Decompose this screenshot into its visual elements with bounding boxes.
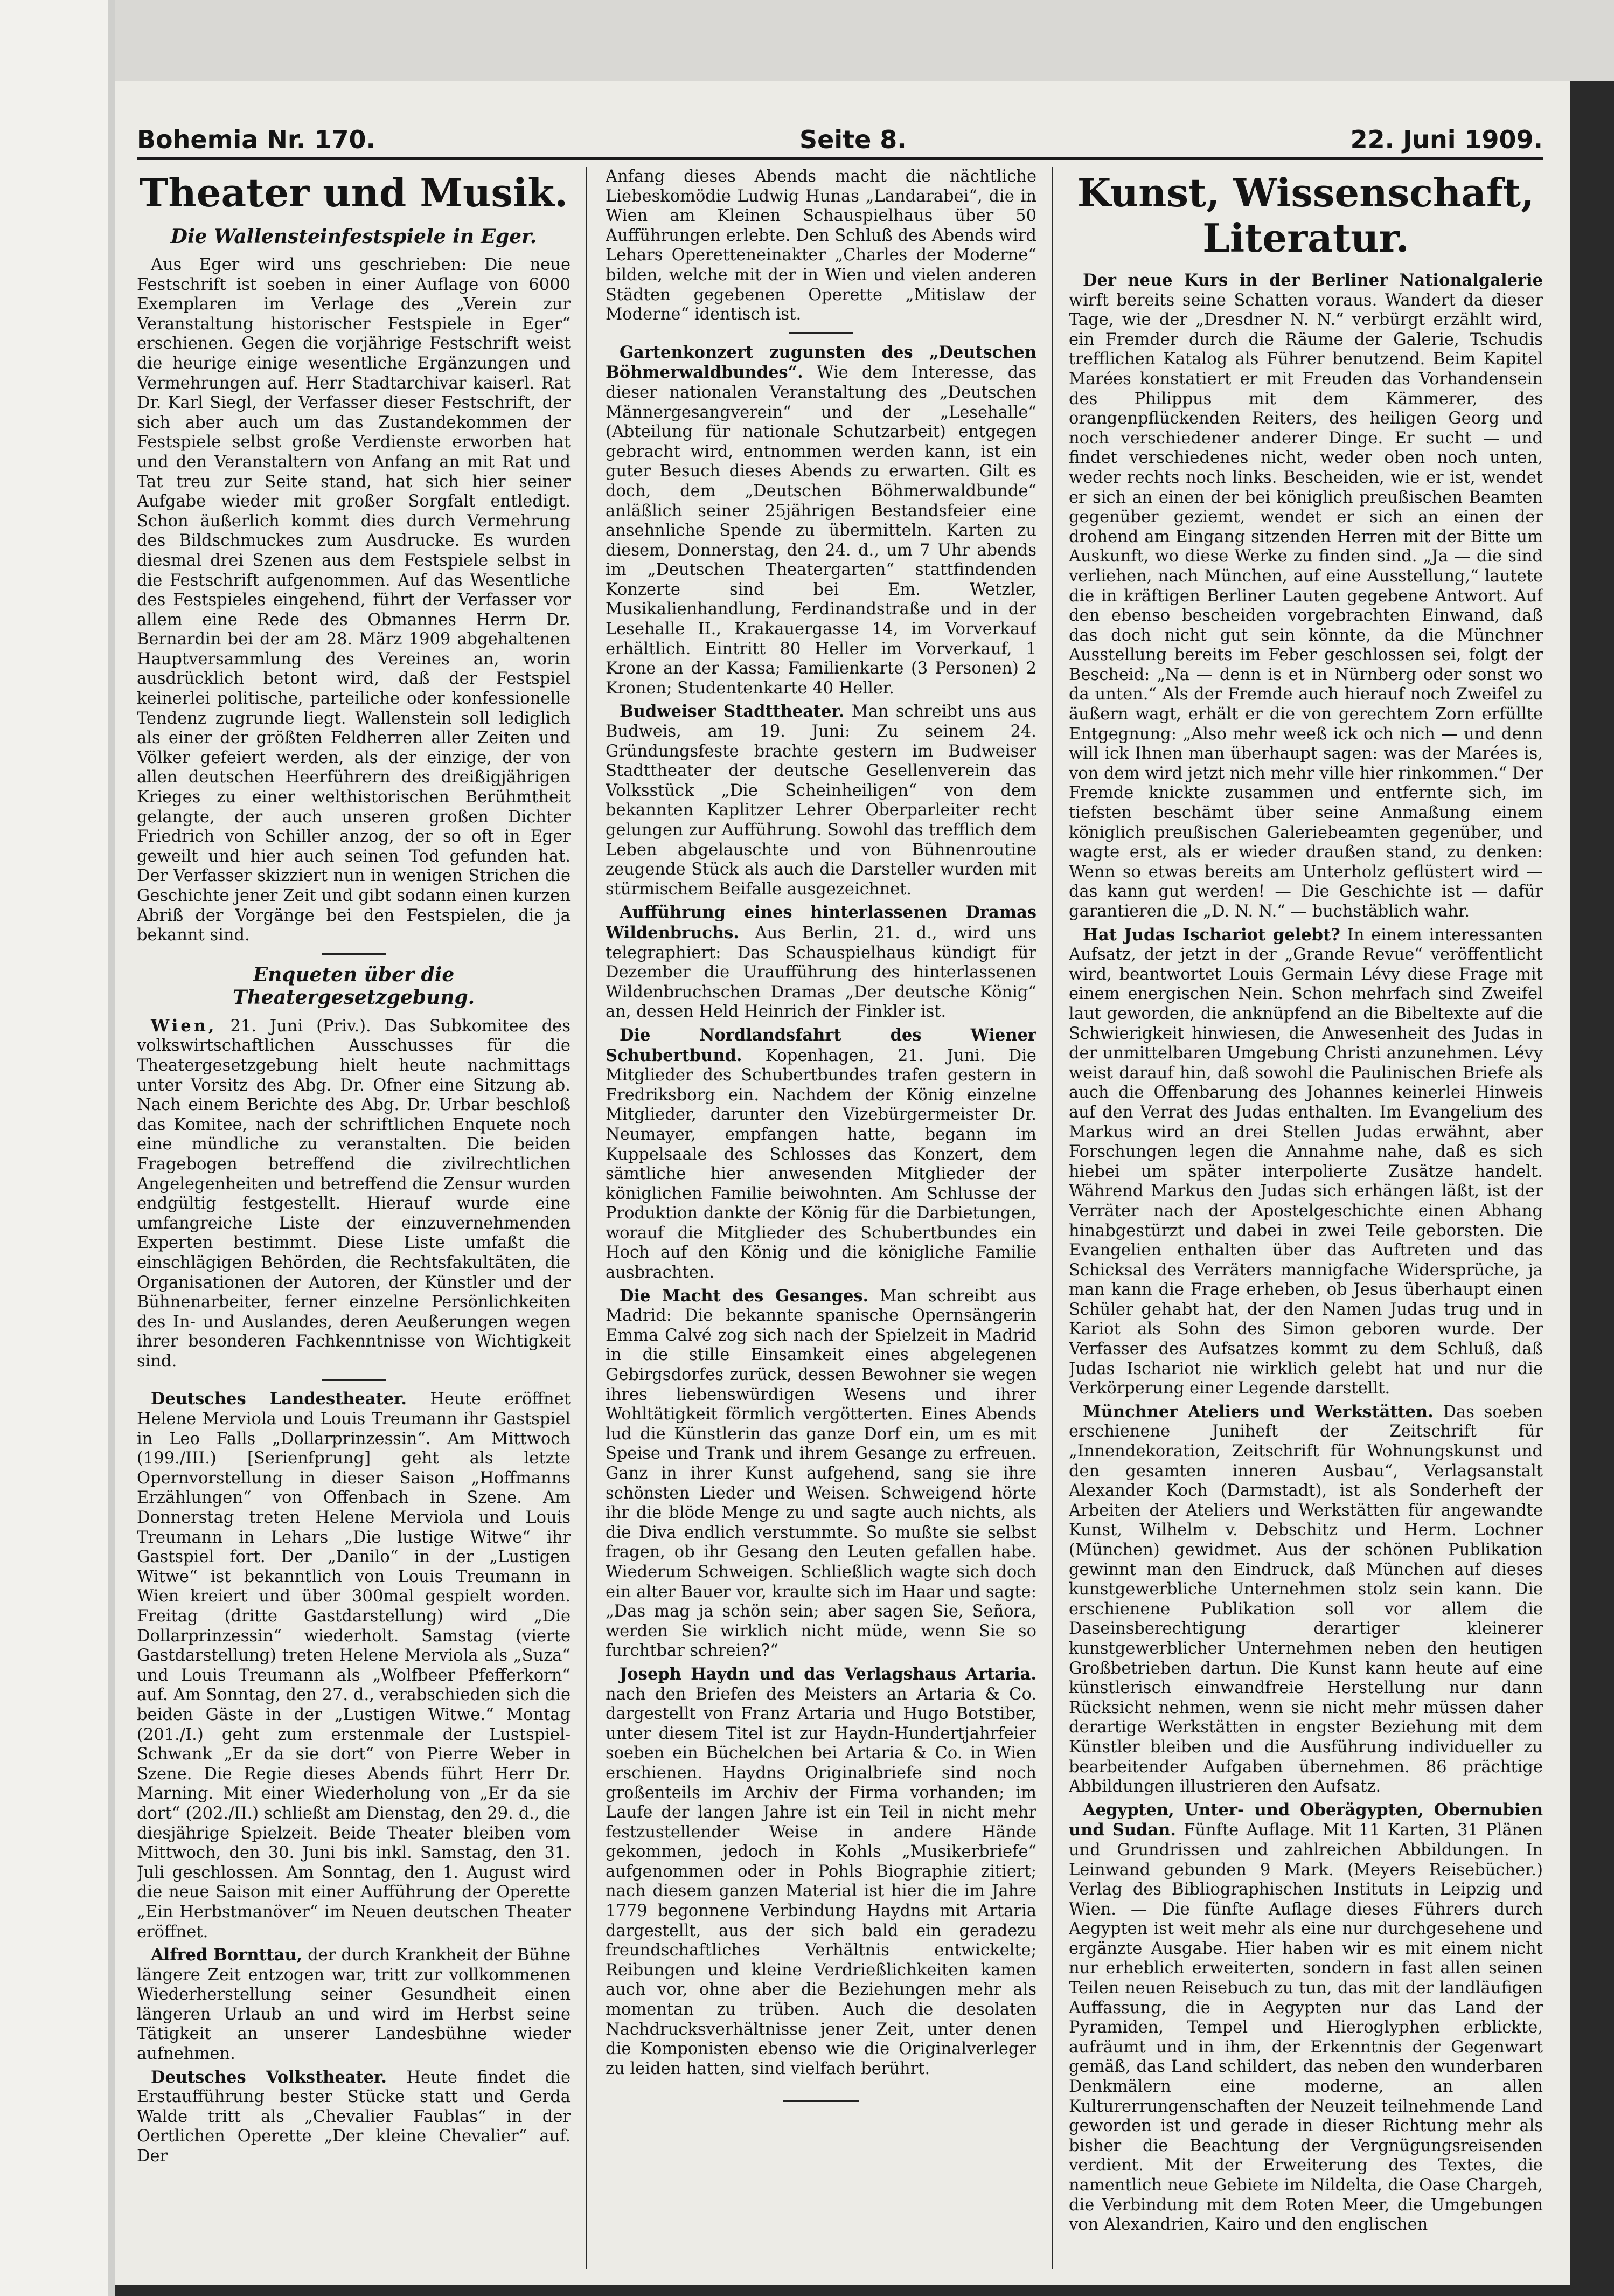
article-ateliers	[1069, 1402, 1543, 1797]
article-bornttau	[137, 1945, 571, 2064]
article-body-wildenbruch: Aus Berlin, 21. d., wird uns telegraphiert: Das Schauspielhaus kündigt für Dezember die Uraufführung des hinterlassenen Wildenbruchschen Dramas „Der deutsche König“ an, dessen Held Heinrich der Finkler ist.	[606, 923, 1036, 1022]
article-lead-nationalgalerie: Der neue Kurs in der Berliner Nationalgalerie	[1083, 270, 1543, 290]
article-body-landestheater: Heute eröffnet Helene Merviola und Louis Treumann ihr Gastspiel in Leo Falls „Dollarprinzessin“. Am Mittwoch (199./III.) [Serienfprung] geht als letzte Opernvorstellung in dieser Saison „Hoffmanns Erzählungen“ von Offenbach in Szene. Am Donnerstag treten Helene Merviola und Louis Treumann in Lehars „Die lustige Witwe“ ihr Gastspiel fort. Der „Danilo“ in der „Lustigen Witwe“ ist bekanntlich von Louis Treumann in Wien kreiert und über 300mal gespielt worden. Freitag (dritte Gastdarstellung) wird „Die Dollarprinzessin“ wiederholt. Samstag (vierte Gastdarstellung) treten Helene Merviola als „Suza“ und Louis Treumann als „Wolfbeer Pfefferkorn“ auf. Am Sonntag, den 27. d., verabschieden sich die beiden Gäste in der „Lustigen Witwe.“ Montag (201./I.) geht zum erstenmale der Lustspiel-Schwank „Er da sie dort“ von Pierre Weber in Szene. Die Regie dieses Abends führt Herr Dr. Marning. Mit einer Wiederholung von „Er da sie dort“ (202./II.) schließt am Dienstag, den 29. d., die diesjährige Spielzeit. Beide Theater bleiben vom Mittwoch, den 30. Juni bis inkl. Samstag, den 31. Juli geschlossen. Am Sonntag, den 1. August wird die neue Saison mit einer Aufführung der Operette „Ein Herbstmanöver“ im Neuen deutschen Theater eröffnet.	[137, 1390, 571, 1941]
page-number: Seite 8.	[799, 125, 907, 154]
article-enqueten	[137, 1016, 571, 1372]
section-title-theater: Theater und Musik.	[139, 170, 568, 216]
paper-name-issue: Bohemia Nr. 170.	[137, 125, 375, 154]
article-lead-gesang: Die Macht des Gesanges.	[620, 1286, 869, 1306]
issue-date: 22. Juni 1909.	[1350, 125, 1543, 154]
article-lead-ateliers: Münchner Ateliers und Werkstätten.	[1083, 1402, 1434, 1421]
article-body-continued: Anfang dieses Abends macht die nächtliche Liebeskomödie Ludwig Hunas „Landarabei“, die in Wien am Kleinen Schauspielhaus über 50 Aufführungen erlebte. Den Schluß des Abends wird Lehars Operetteneinakter „Charles der Moderne“ bilden, welche mit der in Wien und vielen anderen Städten gegebenen Operette „Mitislaw der Moderne“ identisch ist.	[606, 167, 1036, 324]
section-title-kunst: Kunst, Wissenschaft, Literatur.	[1077, 170, 1535, 261]
article-lead-bornttau: Alfred Bornttau,	[151, 1945, 303, 1965]
article-body-ateliers: Das soeben erschienene Juniheft der Zeitschrift für „Innendekoration, Zeitschrift für Wohnungskunst und den gesamten inneren Ausbau“, Verlagsanstalt Alexander Koch (Darmstadt), ist als Sonderheft der Arbeiten der Ateliers und Werkstätten für angewandte Kunst, Wilhelm v. Debschitz und Herm. Lochner (München) gewidmet. Aus der schönen Publikation gewinnt man den Eindruck, daß München auf dieses kunstgewerbliche Unternehmen stolz sein kann. Die erschienene Publikation soll vor allem die Daseinsberechtigung derartiger kleinerer kunstgewerblicher Unternehmen neben den heutigen Großbetrieben dartun. Die Kunst kann heute auf eine künstlerisch einwandfreie Herstellung nur dann Rücksicht nehmen, wenn sie nicht mehr müssen daher derartige Werkstätten in engster Beziehung mit dem Künstler bleiben und die Ausführung individueller zu bearbeitender Aufgaben übernehmen. 86 prächtige Abbildungen illustrieren den Aufsatz.	[1069, 1402, 1543, 1796]
article-body-schubertbund: Kopenhagen, 21. Juni. Die Mitglieder des Schubertbundes trafen gestern in Fredriksborg ein. Nachdem der König einzelne Mitglieder, darunter den Vizebürgermeister Dr. Neumayer, empfangen hatte, begann im Kuppelsaale des Schlosses das Konzert, dem sämtliche hier anwesenden Mitglieder der königlichen Familie beiwohnten. Am Schlusse der Produktion dankte der König für die Darbietungen, worauf die Mitglieder des Schubertbundes ein Hoch auf den König und die königliche Familie ausbrachten.	[606, 1046, 1036, 1282]
article-body-budweis: Man schreibt uns aus Budweis, am 19. Juni: Zu seinem 24. Gründungsfeste brachte gestern im Budweiser Stadttheater der deutsche Gesellenverein das Volksstück „Die Scheinheiligen“ von dem bekannten Kaplitzer Lehrer Oberparleiter recht gelungen zur Aufführung. Sowohl das trefflich dem Leben abgelauschte und von Bühnenroutine zeugende Stück als auch die Darsteller wurden mit stürmischem Beifalle ausgezeichnet.	[606, 702, 1036, 899]
column-end-separator	[783, 2100, 859, 2102]
article-wildenbruch	[606, 903, 1036, 1022]
article-body-gartenkonzert: Wie dem Interesse, das dieser nationalen Veranstaltung des „Deutschen Männergesangverein“ und der „Lesehalle“ (Abteilung für nationale Schutzarbeit) entgegen gebracht wird, entnommen werden kann, ist ein guter Besuch dieses Abends zu erwarten. Gilt es doch, dem „Deutschen Böhmerwaldbunde“ anläßlich seiner 25jährigen Bestandsfeier eine ansehnliche Spende zu übermitteln. Karten zu diesem, Donnerstag, den 24. d., um 7 Uhr abends im „Deutschen Theatergarten“ stattfindenden Konzerte sind bei Em. Wetzler, Musikalienhandlung, Ferdinandstraße und in der Lesehalle II., Krakauergasse 14, im Vorverkauf erhältlich. Eintritt 80 Heller im Vorverkauf, 1 Krone an der Kassa; Familienkarte (3 Personen) 2 Kronen; Studentenkarte 40 Heller.	[606, 363, 1036, 698]
article-aegypten	[1069, 1800, 1543, 2235]
page-header	[137, 125, 1543, 168]
article-lead-enqueten: Wien,	[151, 1016, 217, 1036]
article-separator	[322, 1379, 386, 1381]
article-body-judas: In einem interessanten Aufsatz, der jetzt in der „Grande Revue“ veröffentlicht wird, beantwortet Louis Germain Lévy diese Frage mit einem energischen Nein. Schon mehrfach sind Zweifel laut geworden, die anknüpfend an die Bibeltexte auf die Schwierigkeit hinwiesen, die Anwesenheit des Judas in der unmittelbaren Umgebung Christi anzunehmen. Lévy weist darauf hin, daß sowohl die Paulinischen Briefe als auch die Offenbarung des Johannes keinerlei Hinweis auf den Verrat des Judas enthalten. Im Evangelium des Markus wird an drei Stellen Judas erwähnt, aber Forschungen legen die Annahme nahe, daß es sich hiebei um später interpolierte Zusätze handelt. Während Markus den Judas sich erhängen läßt, ist der Verräter nach der Apostelgeschichte einen Abhang hinabgestürzt und dabei in zwei Teile geborsten. Die Evangelien enthalten über das Auftreten und das Schicksal des Verräters mannigfache Widersprüche, ja man kann die Frage erheben, ob Jesus überhaupt einen Schüler gehabt hat, der den Namen Judas trug und in Kariot als Sohn des Simon geboren wurde. Der Verfasser des Aufsatzes kommt zu dem Schluß, daß Judas Ischariot nie wirklich gelebt hat und nur die Verkörperung einer Legende darstellt.	[1069, 925, 1543, 1398]
article-schubertbund	[606, 1025, 1036, 1283]
article-body-enqueten: 21. Juni (Priv.). Das Subkomitee des volkswirtschaftlichen Ausschusses für die Theatergesetzgebung hielt heute nachmittags unter Vorsitz des Abg. Dr. Ofner eine Sitzung ab. Nach einem Berichte des Abg. Dr. Urbar beschloß das Komitee, nach der schriftlichen Enquete noch eine mündliche zu veranstalten. Die beiden Fragebogen betreffend die zivilrechtlichen Angelegenheiten und betreffend die Zensur wurden endgültig festgestellt. Hierauf wurde eine umfangreiche Liste der einzuvernehmenden Experten bestimmt. Diese Liste umfaßt die einschlägigen Behörden, die Rechtsfakultäten, die Organisationen der Autoren, der Künstler und der Bühnenarbeiter, ferner einzelne Persönlichkeiten des In- und Auslandes, deren Aeußerungen wegen ihrer besonderen Fachkenntnisse von Wichtigkeit sind.	[137, 1016, 571, 1371]
article-lead-landestheater: Deutsches Landestheater.	[151, 1389, 407, 1409]
article-lead-schubertbund: Die Nordlandsfahrt des Wiener Schubertbund.	[606, 1025, 1036, 1065]
article-body-haydn: nach den Briefen des Meisters an Artaria & Co. dargestellt von Franz Artaria und Hugo Botstiber, unter diesem Titel ist zur Haydn-Hundertjahrfeier soeben ein Büchelchen bei Artaria & Co. in Wien erschienen. Haydns Originalbriefe sind noch großenteils im Archiv der Firma vorhanden; im Laufe der langen Jahre ist ein Teil in nicht mehr festzustellender Weise in andere Hände gekommen, jedoch in Kohls „Musikerbriefe“ aufgenommen oder in Pohls Biographie zitiert; nach diesem ganzen Material ist hier die im Jahre 1779 begonnene Verbindung Haydns mit Artaria dargestellt, aus der sich bald ein geradezu freundschaftliches Verhältnis entwickelte; Reibungen und kleine Verdrießlichkeiten kamen auch vor, ohne aber die Beziehungen mehr als momentan zu trüben. Auch die desolaten Nachdrucksverhältnisse jener Zeit, unter denen die Komponisten ebenso wie die Originalverleger zu leiden hatten, sind vielfach berührt.	[606, 1684, 1036, 2078]
article-haydn	[606, 1664, 1036, 2079]
column-theater	[137, 167, 571, 2269]
article-lead-haydn: Joseph Haydn und das Verlagshaus Artaria.	[620, 1664, 1036, 1684]
article-body-wallenstein: Aus Eger wird uns geschrieben: Die neue Festschrift ist soeben in einer Auflage von 6000 Exemplaren im Verlage des „Verein zur Veranstaltung historischer Festspiele in Eger“ erschienen. Gegen die vorjährige Festschrift weist die heurige einige wesentliche Ergänzungen und Vermehrungen auf. Herr Stadtarchivar kaiserl. Rat Dr. Karl Siegl, der Verfasser dieser Festschrift, der sich aber auch um das Zustandekommen der Festspiele selbst große Verdienste erworben hat und den Veranstaltern von Anfang an mit Rat und Tat treu zur Seite stand, hat sich hier seiner Aufgabe wieder mit großer Sorgfalt entledigt. Schon äußerlich kommt dies durch Vermehrung des Bildschmuckes zum Ausdrucke. Es wurden diesmal drei Szenen aus dem Festspiele selbst in die Festschrift aufgenommen. Auf das Wesentliche des Festspieles eingehend, führt der Verfasser vor allem eine Rede des Obmannes Herrn Dr. Bernardin bei der am 28. März 1909 abgehaltenen Hauptversammlung des Vereines an, worin ausdrücklich betont wird, daß der Festspiel keinerlei politische, parteiliche oder konfessionelle Tendenz zugrunde liegt. Wallenstein soll lediglich als einer der größten Feldherren aller Zeiten und Völker gefeiert werden, als der einzige, der von allen deutschen Heerführern des dreißigjährigen Krieges zu einer welthistorischen Berühmtheit gelangte, der auch unseren großen Dichter Friedrich von Schiller anzog, der so oft in Eger geweilt und hier auch seinen Tod gefunden hat. Der Verfasser skizziert nun in wenigen Strichen die Geschichte jener Zeit und gibt sodann einen kurzen Abriß der Vorgänge bei den Festspielen, die ja bekannt sind.	[137, 255, 571, 945]
article-gesang	[606, 1286, 1036, 1661]
article-title-wallenstein: Die Wallensteinfestspiele in Eger.	[170, 225, 537, 248]
article-lead-budweis: Budweiser Stadttheater.	[620, 702, 845, 722]
article-budweis	[606, 702, 1036, 899]
header-rule	[137, 157, 1543, 160]
column-theater-continued	[606, 167, 1036, 2269]
article-lead-judas: Hat Judas Ischariot gelebt?	[1083, 925, 1340, 945]
column-rule-2	[1052, 167, 1053, 2269]
article-volkstheater	[137, 2068, 571, 2167]
article-separator	[322, 953, 386, 955]
article-judas	[1069, 925, 1543, 1399]
scan-top-margin	[115, 0, 1614, 81]
article-body-volkstheater: Heute findet die Erstaufführung bester Stücke statt und Gerda Walde tritt als „Chevalier Faublas“ in der Oertlichen Operette „Der kleine Chevalier“ auf. Der	[137, 2068, 571, 2166]
article-body-nationalgalerie: wirft bereits seine Schatten voraus. Wandert da dieser Tage, wie der „Dresdner N. N.“ verbürgt erzählt wird, ein Fremder durch die Räume der Galerie, Tschudis trefflichen Katalog als Führer benutzend. Beim Kapitel Marées konstatiert er mit Freuden das Vorhandensein des Philippus mit dem Kämmerer, des orangenpflückenden Reiters, des heiligen Georg und noch verschiedener anderer Dinge. Er sucht — und findet verschiedenes nicht, weder oben noch unten, weder rechts noch links. Bescheiden, wie er ist, wendet er sich an einen der bei königlich preußischen Beamten gegenüber geziemt, wendet er sich an einen der drohend am Eingang sitzenden Herren mit der Bitte um Auskunft, wo diese Werke zu finden sind. „Ja — die sind verliehen, nach München, auf eine Ausstellung,“ lautete die in kräftigen Berliner Lauten gegebene Antwort. Auf den ebenso bescheiden vorgebrachten Einwand, daß das doch nicht gut sein könnte, da die Münchner Ausstellung bereits im Feber geschlossen sei, folgt der Bescheid: „Na — denn is et in Nürnberg oder sonst wo da unten.“ Als der Fremde auch hierauf noch Zweifel zu äußern wagt, erhält er die von gerechtem Zorn erfüllte Entgegnung: „Also mehr weeß ick och nich — und denn will ick Ihnen man überhaupt sagen: was der Marées is, von dem wird jetzt nich mehr ville hier rinkommen.“ Der Fremde knickte zusammen und entfernte sich, im tiefsten beschämt über seine Anmaßung einem königlich preußischen Galeriebeamten gegenüber, und wagte erst, als er wieder draußen stand, zu denken: Wenn so etwas bereits am Unterholz geflüstert wird — das kann gut werden! — Die Geschichte ist — dafür garantieren die „D. N. N.“ — buchstäblich wahr.	[1069, 290, 1543, 921]
article-lead-volkstheater: Deutsches Volkstheater.	[151, 2067, 387, 2087]
column-kunst	[1069, 167, 1543, 2269]
article-lead-gartenkonzert: Gartenkonzert zugunsten des „Deutschen Böhmerwaldbundes“.	[606, 342, 1036, 383]
article-gartenkonzert	[606, 343, 1036, 699]
article-landestheater	[137, 1389, 571, 1942]
article-nationalgalerie	[1069, 270, 1543, 922]
article-separator	[789, 332, 853, 334]
article-body-aegypten: Fünfte Auflage. Mit 11 Karten, 31 Plänen und Grundrissen und zahlreichen Abbildungen. In Leinwand gebunden 9 Mark. (Meyers Reisebücher.) Verlag des Bibliographischen Instituts in Leipzig und Wien. — Die fünfte Auflage dieses Führers durch Aegypten ist weit mehr als eine nur durchgesehene und ergänzte Ausgabe. Hier haben wir es mit einem nicht nur erheblich erweiterten, sondern in fast allen seinen Teilen neuen Reisebuch zu tun, das mit der landläufigen Auffassung, die in Aegypten nur das Land der Pyramiden, Tempel und Hieroglyphen erblickte, aufräumt und in ihm, der Erkenntnis der Gegenwart gemäß, das Land schildert, das neben den wunderbaren Denkmälern eine moderne, an allen Kulturerrungenschaften der Neuzeit teilnehmende Land geworden ist und gerade in dieser Richtung mehr als bisher die Beachtung der Vergnügungsreisenden verdient. Mit der Erweiterung des Textes, die namentlich neue Gebiete im Nildelta, die Oase Chargeh, die Verbindung mit dem Roten Meer, die Umgebungen von Alexandrien, Kairo und den englischen	[1069, 1821, 1543, 2235]
article-title-enqueten: Enqueten über die Theatergesetzgebung.	[232, 963, 475, 1009]
article-body-bornttau: der durch Krankheit der Bühne längere Zeit entzogen war, tritt zur vollkommenen Wiederherstellung seiner Gesundheit einen längeren Urlaub an und wird im Herbst seine Tätigkeit an unserer Landesbühne wieder aufnehmen.	[137, 1946, 571, 2064]
page-edge-shadow	[108, 0, 115, 2296]
article-lead-aegypten: Aegypten, Unter- und Oberägypten, Obernubien und Sudan.	[1069, 1800, 1543, 1840]
article-lead-wildenbruch: Aufführung eines hinterlassenen Dramas Wildenbruchs.	[606, 903, 1036, 942]
article-body-gesang: Man schreibt aus Madrid: Die bekannte spanische Opernsängerin Emma Calvé zog sich nach der Spielzeit in Madrid in die stille Einsamkeit eines abgelegenen Gebirgsdorfes zurück, dessen Bewohner sie wegen ihres liebenswürdigen Wesens und ihrer Wohltätigkeit förmlich vergötterten. Eines Abends lud die Künstlerin das ganze Dorf ein, um es mit Speise und Trank und ihrem Gesange zu erfreuen. Ganz in ihrer Kunst aufgehend, sang sie ihre schönsten Lieder und Weisen. Schweigend hörte ihr die blöde Menge zu und sagte auch nichts, als die Diva endlich verstummte. So mußte sie selbst fragen, ob ihr Gesang den Leuten gefallen habe. Wiederum Schweigen. Schließlich wagte sich doch ein alter Bauer vor, kraulte sich im Haar und sagte: „Das mag ja schön sein; aber sagen Sie, Señora, werden Sie wirklich nicht müde, wenn Sie so furchtbar schreien?“	[606, 1286, 1036, 1661]
scan-left-margin	[0, 0, 115, 2296]
column-rule-1	[586, 167, 587, 2269]
newspaper-page	[115, 81, 1570, 2285]
